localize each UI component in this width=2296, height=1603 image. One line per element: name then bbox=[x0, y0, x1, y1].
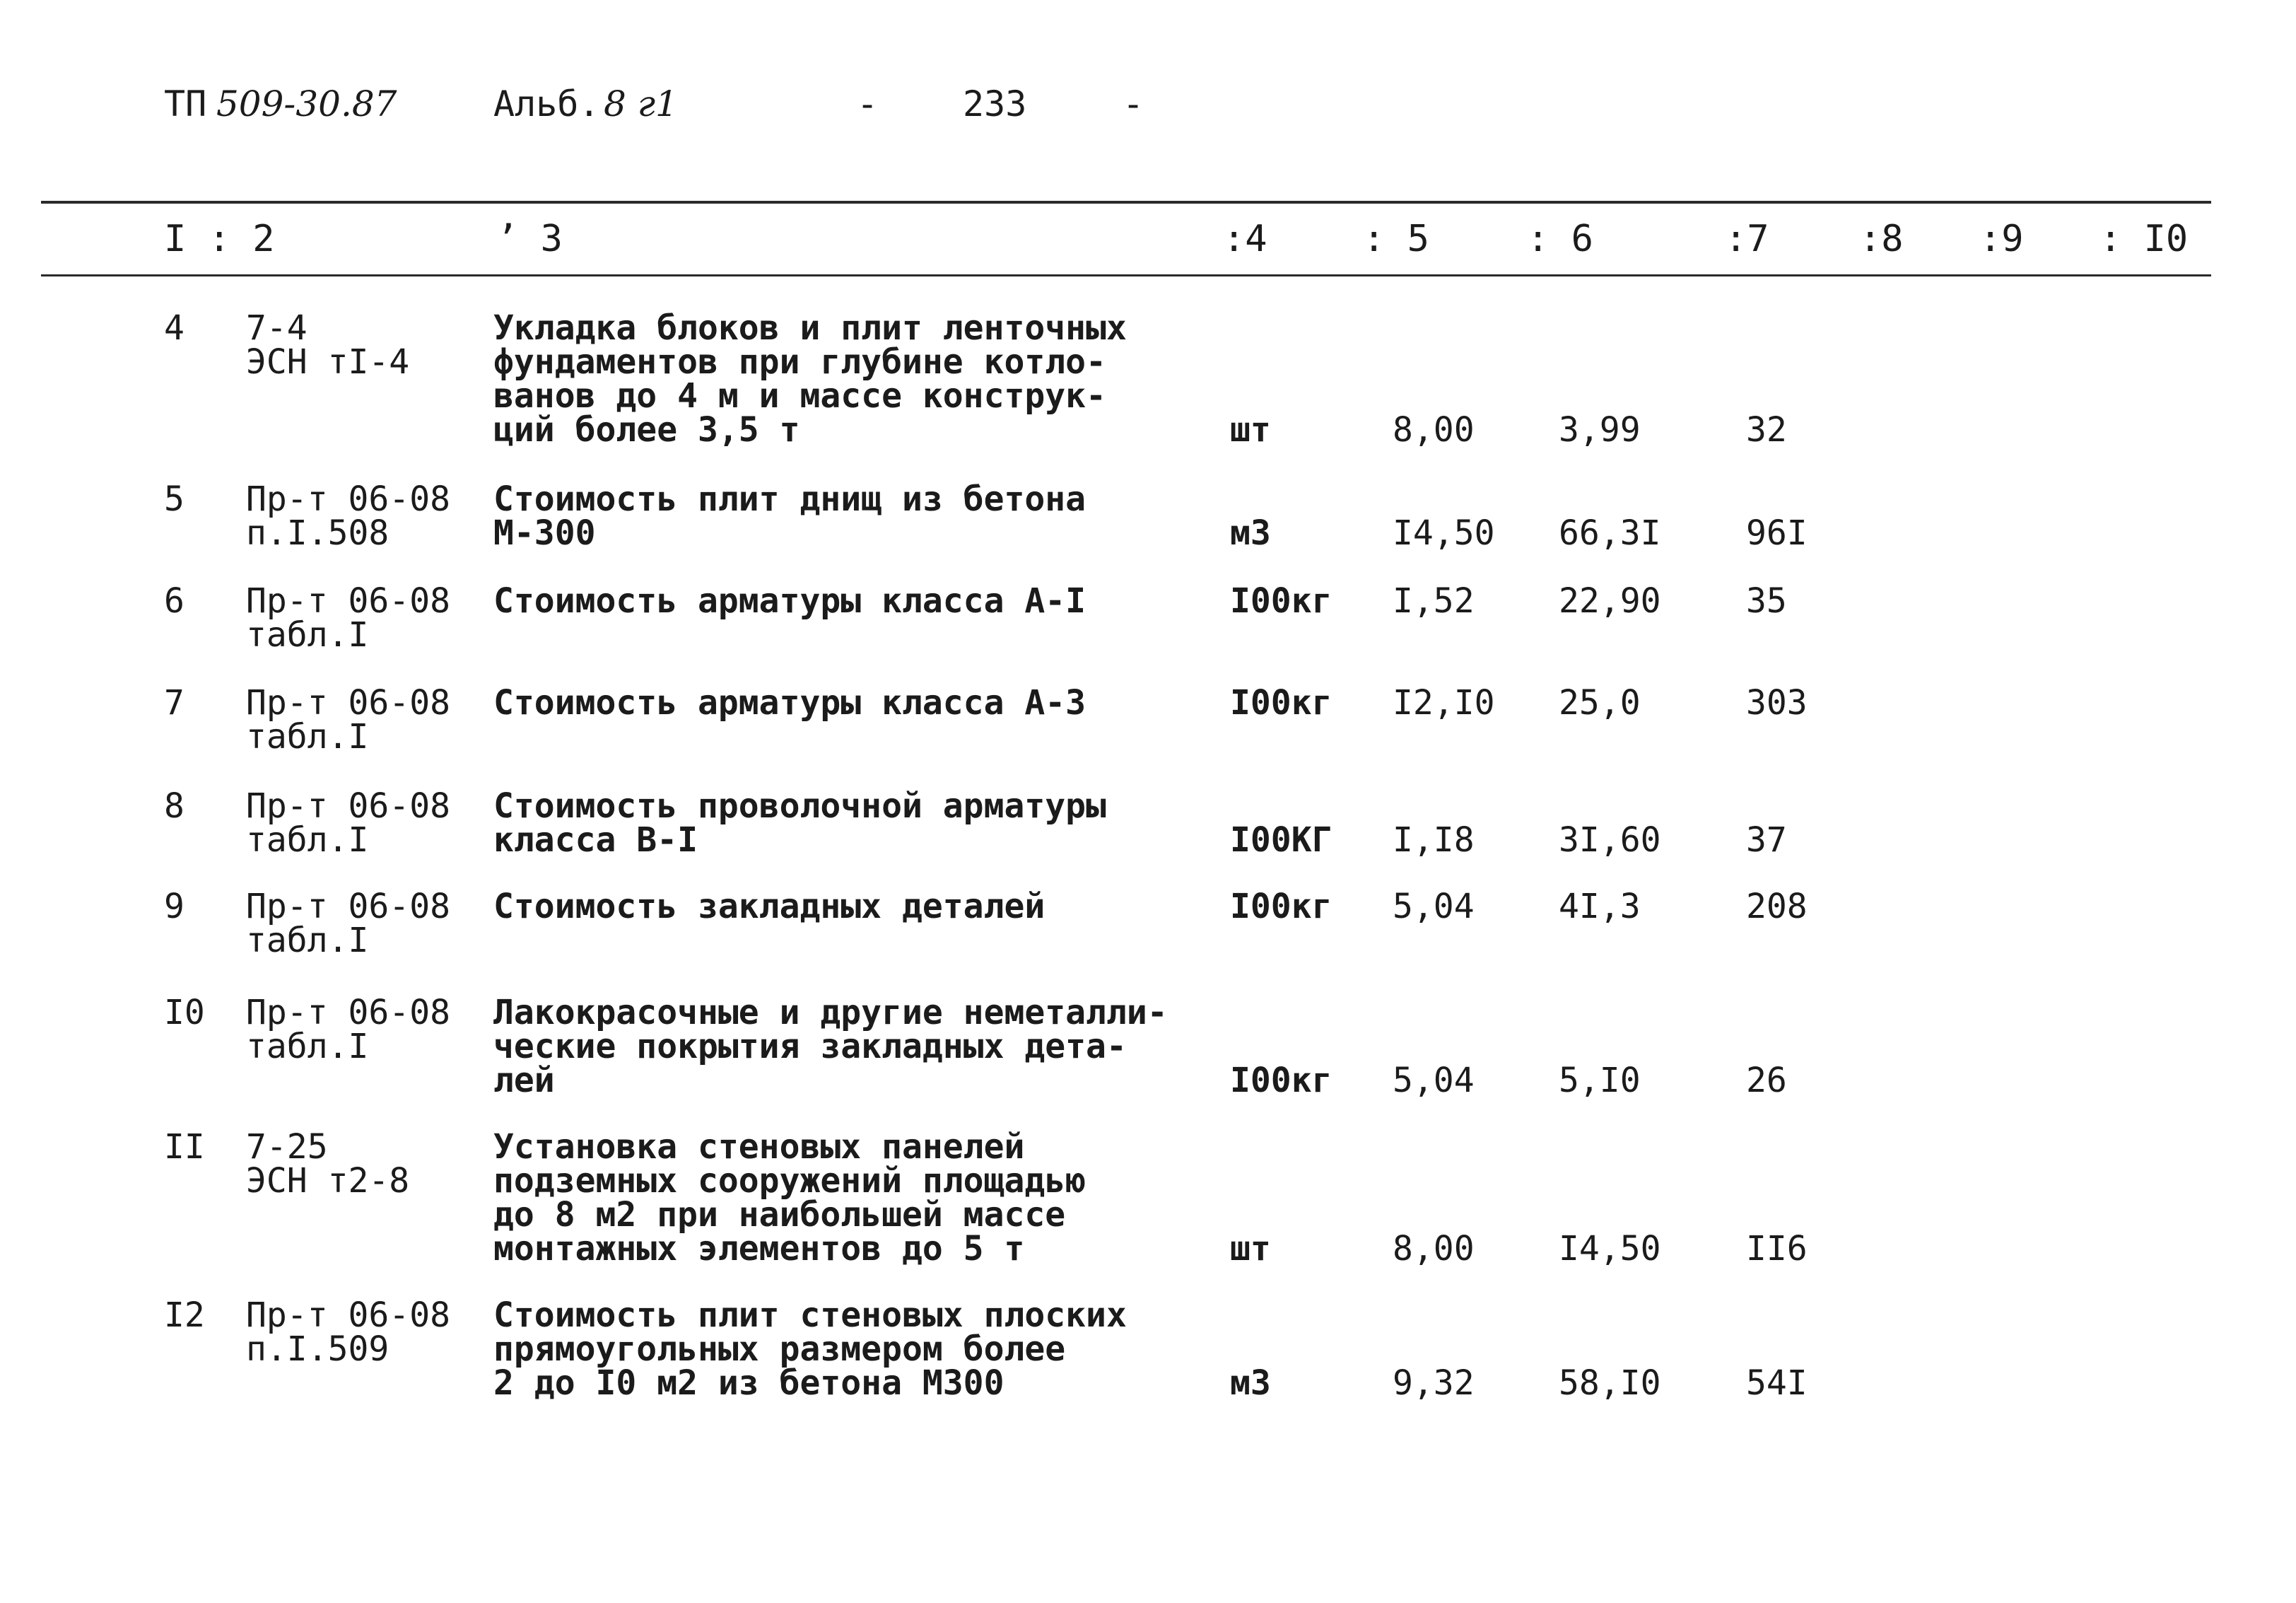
row-unit-price: 5,I0 bbox=[1559, 1061, 1641, 1100]
row-unit-price: 25,0 bbox=[1559, 683, 1641, 723]
row-number: 4 bbox=[164, 308, 184, 348]
row-number: 6 bbox=[164, 581, 184, 621]
row-quantity: 8,00 bbox=[1393, 410, 1475, 450]
table-top-rule bbox=[41, 201, 2211, 204]
row-number: I2 bbox=[164, 1295, 205, 1335]
column-header-6: : 6 bbox=[1527, 218, 1593, 260]
row-description: Лакокрасочные и другие неметалли- ческие покрытия закладных дета- лей bbox=[493, 993, 1168, 1100]
row-number: 8 bbox=[164, 786, 184, 826]
row-description: Укладка блоков и плит ленточных фундаментов при глубине котло- ванов до 4 м и массе конструк- ций более 3,5 т bbox=[493, 308, 1127, 450]
row-code: Пр-т 06-08 табл.I bbox=[246, 786, 450, 860]
header-dash-right: - bbox=[1123, 83, 1144, 124]
page-number: 233 bbox=[963, 83, 1027, 124]
row-description: Стоимость плит днищ из бетона М-300 bbox=[493, 479, 1086, 553]
row-number: 5 bbox=[164, 479, 184, 519]
header-dash-left: - bbox=[857, 83, 879, 124]
row-description: Стоимость закладных деталей bbox=[493, 887, 1046, 926]
row-code: Пр-т 06-08 табл.I bbox=[246, 581, 450, 655]
row-code: Пр-т 06-08 табл.I bbox=[246, 683, 450, 757]
row-number: I0 bbox=[164, 993, 205, 1032]
row-quantity: I4,50 bbox=[1393, 513, 1495, 553]
row-unit: м3 bbox=[1230, 1363, 1271, 1403]
row-number: II bbox=[164, 1127, 205, 1167]
row-description: Стоимость арматуры класса А-I bbox=[493, 581, 1086, 621]
row-code: Пр-т 06-08 п.I.509 bbox=[246, 1295, 450, 1369]
row-total: 32 bbox=[1746, 410, 1787, 450]
row-unit: I00кг bbox=[1230, 1061, 1332, 1100]
row-quantity: 5,04 bbox=[1393, 1061, 1475, 1100]
row-unit: I00КГ bbox=[1230, 820, 1332, 860]
row-quantity: 8,00 bbox=[1393, 1229, 1475, 1269]
series-prefix: ТП bbox=[164, 83, 207, 124]
row-unit-price: I4,50 bbox=[1559, 1229, 1661, 1269]
row-total: 37 bbox=[1746, 820, 1787, 860]
row-description: Стоимость проволочной арматуры класса В-I bbox=[493, 786, 1106, 860]
row-unit: I00кг bbox=[1230, 581, 1332, 621]
row-unit-price: 22,90 bbox=[1559, 581, 1661, 621]
row-total: 208 bbox=[1746, 887, 1808, 926]
column-header-7: :7 bbox=[1725, 218, 1769, 260]
row-total: 54I bbox=[1746, 1363, 1808, 1403]
row-total: 35 bbox=[1746, 581, 1787, 621]
row-quantity: 5,04 bbox=[1393, 887, 1475, 926]
row-code: Пр-т 06-08 табл.I bbox=[246, 993, 450, 1066]
column-header-9: :9 bbox=[1979, 218, 2024, 260]
row-unit: I00кг bbox=[1230, 683, 1332, 723]
row-number: 9 bbox=[164, 887, 184, 926]
column-header-4: :4 bbox=[1223, 218, 1267, 260]
series-code: 509-30.87 bbox=[216, 83, 397, 124]
column-header-5: : 5 bbox=[1363, 218, 1429, 260]
album-label: Альб. bbox=[493, 83, 600, 124]
row-unit: шт bbox=[1230, 1229, 1271, 1269]
row-unit-price: 4I,3 bbox=[1559, 887, 1641, 926]
row-quantity: I2,I0 bbox=[1393, 683, 1495, 723]
row-quantity: I,I8 bbox=[1393, 820, 1475, 860]
row-quantity: 9,32 bbox=[1393, 1363, 1475, 1403]
row-total: 96I bbox=[1746, 513, 1808, 553]
row-unit-price: 3I,60 bbox=[1559, 820, 1661, 860]
row-total: 26 bbox=[1746, 1061, 1787, 1100]
row-unit-price: 66,3I bbox=[1559, 513, 1661, 553]
row-total: II6 bbox=[1746, 1229, 1808, 1269]
row-code: Пр-т 06-08 п.I.508 bbox=[246, 479, 450, 553]
table-header-rule bbox=[41, 274, 2211, 276]
column-header-3: ’ 3 bbox=[496, 218, 563, 260]
row-unit: I00кг bbox=[1230, 887, 1332, 926]
row-description: Стоимость арматуры класса А-3 bbox=[493, 683, 1086, 723]
column-header-1-2: I : 2 bbox=[164, 218, 275, 260]
row-code: 7-25 ЭСН т2-8 bbox=[246, 1127, 410, 1201]
column-header-8: :8 bbox=[1859, 218, 1904, 260]
row-unit-price: 3,99 bbox=[1559, 410, 1641, 450]
row-unit: шт bbox=[1230, 410, 1271, 450]
row-description: Установка стеновых панелей подземных сооружений площадью до 8 м2 при наибольшей массе монтажных элементов до 5 т bbox=[493, 1127, 1086, 1269]
row-quantity: I,52 bbox=[1393, 581, 1475, 621]
row-total: 303 bbox=[1746, 683, 1808, 723]
row-number: 7 bbox=[164, 683, 184, 723]
row-code: 7-4 ЭСН тI-4 bbox=[246, 308, 410, 382]
row-unit-price: 58,I0 bbox=[1559, 1363, 1661, 1403]
row-unit: м3 bbox=[1230, 513, 1271, 553]
column-header-10: : I0 bbox=[2099, 218, 2189, 260]
row-description: Стоимость плит стеновых плоских прямоугольных размером более 2 до I0 м2 из бетона М300 bbox=[493, 1295, 1127, 1403]
album-number: 8 г1 bbox=[604, 83, 678, 124]
row-code: Пр-т 06-08 табл.I bbox=[246, 887, 450, 960]
